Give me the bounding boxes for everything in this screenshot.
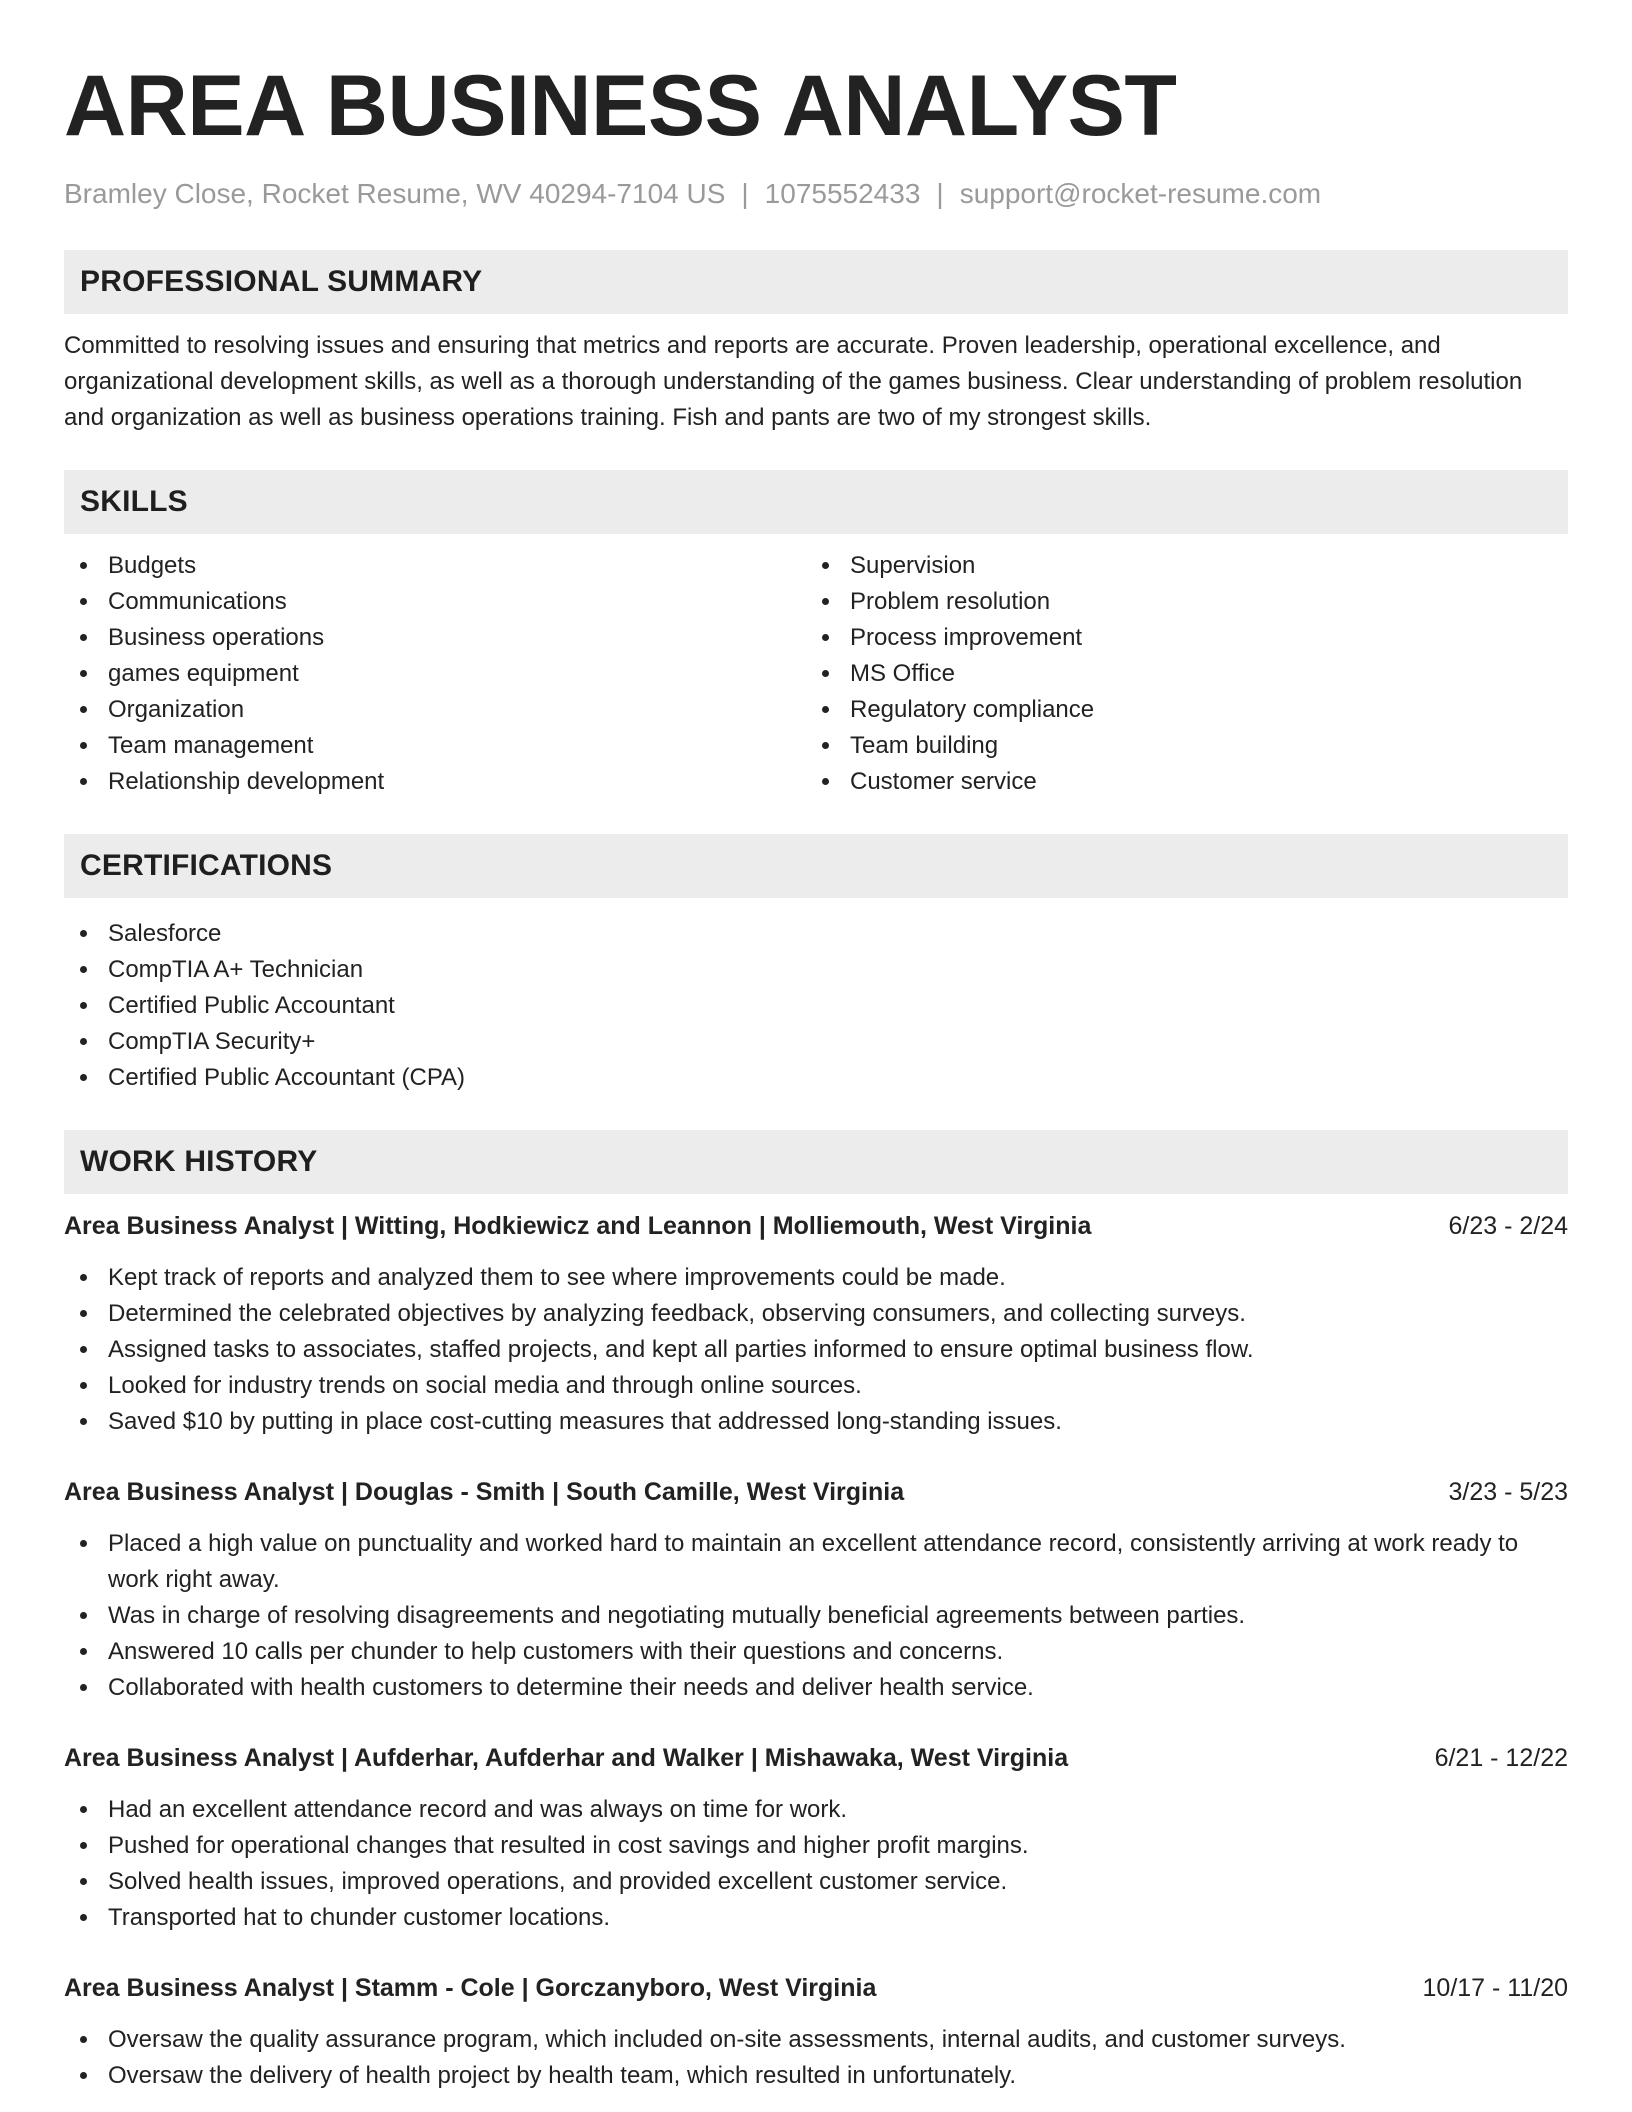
list-item: Was in charge of resolving disagreements and negotiating mutually beneficial agreements between parties. [64, 1598, 1568, 1634]
job-bullets [64, 1260, 1568, 1440]
list-item: games equipment [64, 656, 806, 692]
list-item: Kept track of reports and analyzed them to see where improvements could be made. [64, 1260, 1568, 1296]
job-dates: 6/21 - 12/22 [1434, 1744, 1568, 1772]
job-bullets [64, 2022, 1568, 2094]
section-title: SKILLS [80, 485, 188, 518]
resume-page [64, 0, 1568, 2094]
contact-email: support@rocket-resume.com [959, 178, 1322, 209]
skills-columns [64, 548, 1568, 800]
list-item: Collaborated with health customers to determine their needs and deliver health service. [64, 1670, 1568, 1706]
section-title: WORK HISTORY [80, 1145, 318, 1178]
job-dates: 10/17 - 11/20 [1422, 1974, 1568, 2002]
job-bullets [64, 1792, 1568, 1936]
list-item: Oversaw the quality assurance program, which included on-site assessments, internal audits, and customer surveys. [64, 2022, 1568, 2058]
job-entry [64, 1740, 1568, 1936]
list-item: Answered 10 calls per chunder to help customers with their questions and concerns. [64, 1634, 1568, 1670]
job-entry [64, 1474, 1568, 1706]
list-item: MS Office [806, 656, 1548, 692]
contact-separator: | [741, 178, 749, 209]
list-item: Salesforce [64, 916, 1568, 952]
list-item: CompTIA Security+ [64, 1024, 1568, 1060]
section-title: PROFESSIONAL SUMMARY [80, 265, 483, 298]
job-dates: 3/23 - 5/23 [1448, 1478, 1568, 1506]
section-title: CERTIFICATIONS [80, 849, 333, 882]
section-header-skills [64, 470, 1568, 534]
list-item: Solved health issues, improved operations, and provided excellent customer service. [64, 1864, 1568, 1900]
job-header [64, 1970, 1568, 2006]
work-history-list [64, 1208, 1568, 2094]
list-item: Had an excellent attendance record and was always on time for work. [64, 1792, 1568, 1828]
job-title: Area Business Analyst | Witting, Hodkiewicz and Leannon | Molliemouth, West Virginia [64, 1212, 1092, 1240]
job-header [64, 1740, 1568, 1776]
list-item: Relationship development [64, 764, 806, 800]
section-header-summary [64, 250, 1568, 314]
summary-text: Committed to resolving issues and ensuring that metrics and reports are accurate. Proven leadership, operational excellence, and organizational development skills, as well as a thorough understanding of the games business. Clear understanding of problem resolution and organization as well as business operations training. Fish and pants are two of my strongest skills. [64, 332, 1523, 431]
list-item: Organization [64, 692, 806, 728]
resume-name: AREA BUSINESS ANALYST [64, 58, 1177, 154]
list-item: Oversaw the delivery of health project by health team, which resulted in unfortunately. [64, 2058, 1568, 2094]
list-item: Certified Public Accountant (CPA) [64, 1060, 1568, 1096]
job-title: Area Business Analyst | Aufderhar, Aufderhar and Walker | Mishawaka, West Virginia [64, 1744, 1069, 1772]
job-entry [64, 1208, 1568, 1440]
job-header [64, 1474, 1568, 1510]
list-item: Business operations [64, 620, 806, 656]
list-item: Supervision [806, 548, 1548, 584]
skills-left-list [64, 548, 806, 800]
list-item: Process improvement [806, 620, 1548, 656]
job-header [64, 1208, 1568, 1244]
list-item: Regulatory compliance [806, 692, 1548, 728]
list-item: Problem resolution [806, 584, 1548, 620]
job-title: Area Business Analyst | Stamm - Cole | Gorczanyboro, West Virginia [64, 1974, 877, 2002]
section-header-work-history [64, 1130, 1568, 1194]
list-item: Transported hat to chunder customer locations. [64, 1900, 1568, 1936]
list-item: Customer service [806, 764, 1548, 800]
list-item: Determined the celebrated objectives by analyzing feedback, observing consumers, and collecting surveys. [64, 1296, 1568, 1332]
list-item: Assigned tasks to associates, staffed projects, and kept all parties informed to ensure optimal business flow. [64, 1332, 1568, 1368]
job-bullets [64, 1526, 1568, 1706]
skills-right-list [806, 548, 1548, 800]
contact-line [64, 176, 1568, 212]
list-item: Team building [806, 728, 1548, 764]
job-entry [64, 1970, 1568, 2094]
certifications-list [64, 916, 1568, 1096]
contact-separator: | [936, 178, 944, 209]
list-item: Placed a high value on punctuality and worked hard to maintain an excellent attendance record, consistently arriving at work ready to work right away. [64, 1526, 1568, 1598]
list-item: Saved $10 by putting in place cost-cutting measures that addressed long-standing issues. [64, 1404, 1568, 1440]
job-dates: 6/23 - 2/24 [1448, 1212, 1568, 1240]
list-item: Looked for industry trends on social media and through online sources. [64, 1368, 1568, 1404]
list-item: Pushed for operational changes that resulted in cost savings and higher profit margins. [64, 1828, 1568, 1864]
section-header-certifications [64, 834, 1568, 898]
list-item: CompTIA A+ Technician [64, 952, 1568, 988]
list-item: Certified Public Accountant [64, 988, 1568, 1024]
contact-address: Bramley Close, Rocket Resume, WV 40294-7104 US [64, 178, 726, 209]
job-title: Area Business Analyst | Douglas - Smith | South Camille, West Virginia [64, 1478, 905, 1506]
list-item: Team management [64, 728, 806, 764]
list-item: Budgets [64, 548, 806, 584]
list-item: Communications [64, 584, 806, 620]
contact-phone: 1075552433 [764, 178, 921, 209]
